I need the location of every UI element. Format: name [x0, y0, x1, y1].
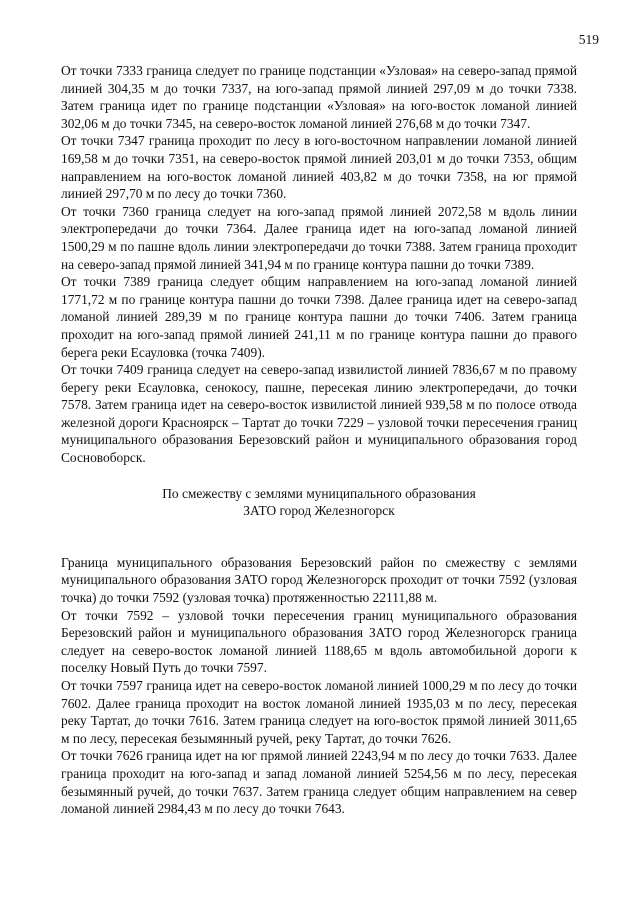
paragraph-7597: От точки 7597 граница идет на северо-восток ломаной линией 1000,29 м по лесу до точки 7602. Далее граница проходит на восток ломаной линией 1935,03 м по лесу, пересекая реку Тартат, до точки 7616. Затем граница следует на юго-восток прямой линией 3011,65 м по лесу, пересекая безымянный ручей, реку Тартат, до точки 7626.: [61, 678, 577, 746]
section-heading: [61, 485, 577, 520]
paragraph-7626: От точки 7626 граница идет на юг прямой линией 2243,94 м по лесу до точки 7633. Далее граница проходит на юго-запад и запад ломаной линией 5254,56 м по лесу, пересекая безымянный ручей, до точки 7637. Затем граница следует общим направлением на север ломаной линией 2984,43 м по лесу до точки 7643.: [61, 748, 577, 817]
paragraph-7409: От точки 7409 граница следует на северо-запад извилистой линией 7836,67 м по правому берегу реки Есауловка, сенокосу, пашне, пересекая линию электропередачи, до точки 7578. Затем граница идет на северо-восток извилистой линией 939,58 м по полосе отвода железной дороги Красноярск – Тартат до точки 7229 – узловой точки пересечения границ муниципального образования Березовский район и муниципального образования город Сосновоборск.: [61, 362, 577, 466]
paragraph-7360: От точки 7360 граница следует на юго-запад прямой линией 2072,58 м вдоль линии электропередачи до точки 7364. Далее граница идет на юго-запад ломаной линией 1500,29 м по пашне вдоль линии электропередачи до точки 7388. Затем граница проходит на северо-запад прямой линией 341,94 м по границе контура пашни до точки 7389.: [61, 203, 577, 272]
paragraph-7347: От точки 7347 граница проходит по лесу в юго-восточном направлении ломаной линией 169,58 м до точки 7351, на северо-восток прямой линией 203,01 м до точки 7353, общим направлением на юго-восток ломаной линией 403,82 м до точки 7358, на юг прямой линией 297,70 м по лесу до точки 7360.: [61, 133, 577, 202]
paragraph-7592: От точки 7592 – узловой точки пересечения границ муниципального образования Березовский район и муниципального образования ЗАТО город Железногорск граница следует на северо-восток ломаной линией 1188,65 м вдоль автомобильной дороги к поселку Новый Путь до точки 7597.: [61, 607, 577, 676]
page-number: 519: [578, 32, 599, 47]
section-heading-line-2: ЗАТО город Железногорск: [243, 503, 395, 519]
document-body: [61, 62, 577, 818]
paragraph-intro: Граница муниципального образования Березовский район по смежеству с землями муниципального образования ЗАТО город Железногорск проходит от точки 7592 (узловая точка) до точки 7592 (узловая точка) протяженностью 22111,88 м.: [61, 554, 577, 606]
paragraph-7389: От точки 7389 граница следует общим направлением на юго-запад ломаной линией 1771,72 м по границе контура пашни до точки 7398. Далее граница идет на северо-запад ломаной линией 289,39 м по границе контура пашни до точки 7406. Затем граница проходит на юго-запад прямой линией 241,11 м по границе контура пашни до правого берега реки Есауловка (точка 7409).: [61, 274, 577, 360]
section-spacer: [61, 520, 577, 554]
paragraph-7333: От точки 7333 граница следует по границе подстанции «Узловая» на северо-запад прямой линией 304,35 м до точки 7337, на юго-запад прямой линией 297,09 м до точки 7338. Затем граница идет по границе подстанции «Узловая» на юго-восток ломаной линией 302,06 м до точки 7345, на северо-восток ломаной линией 276,68 м до точки 7347.: [61, 63, 577, 131]
section-heading-line-1: По смежеству с землями муниципального образования: [162, 485, 476, 501]
